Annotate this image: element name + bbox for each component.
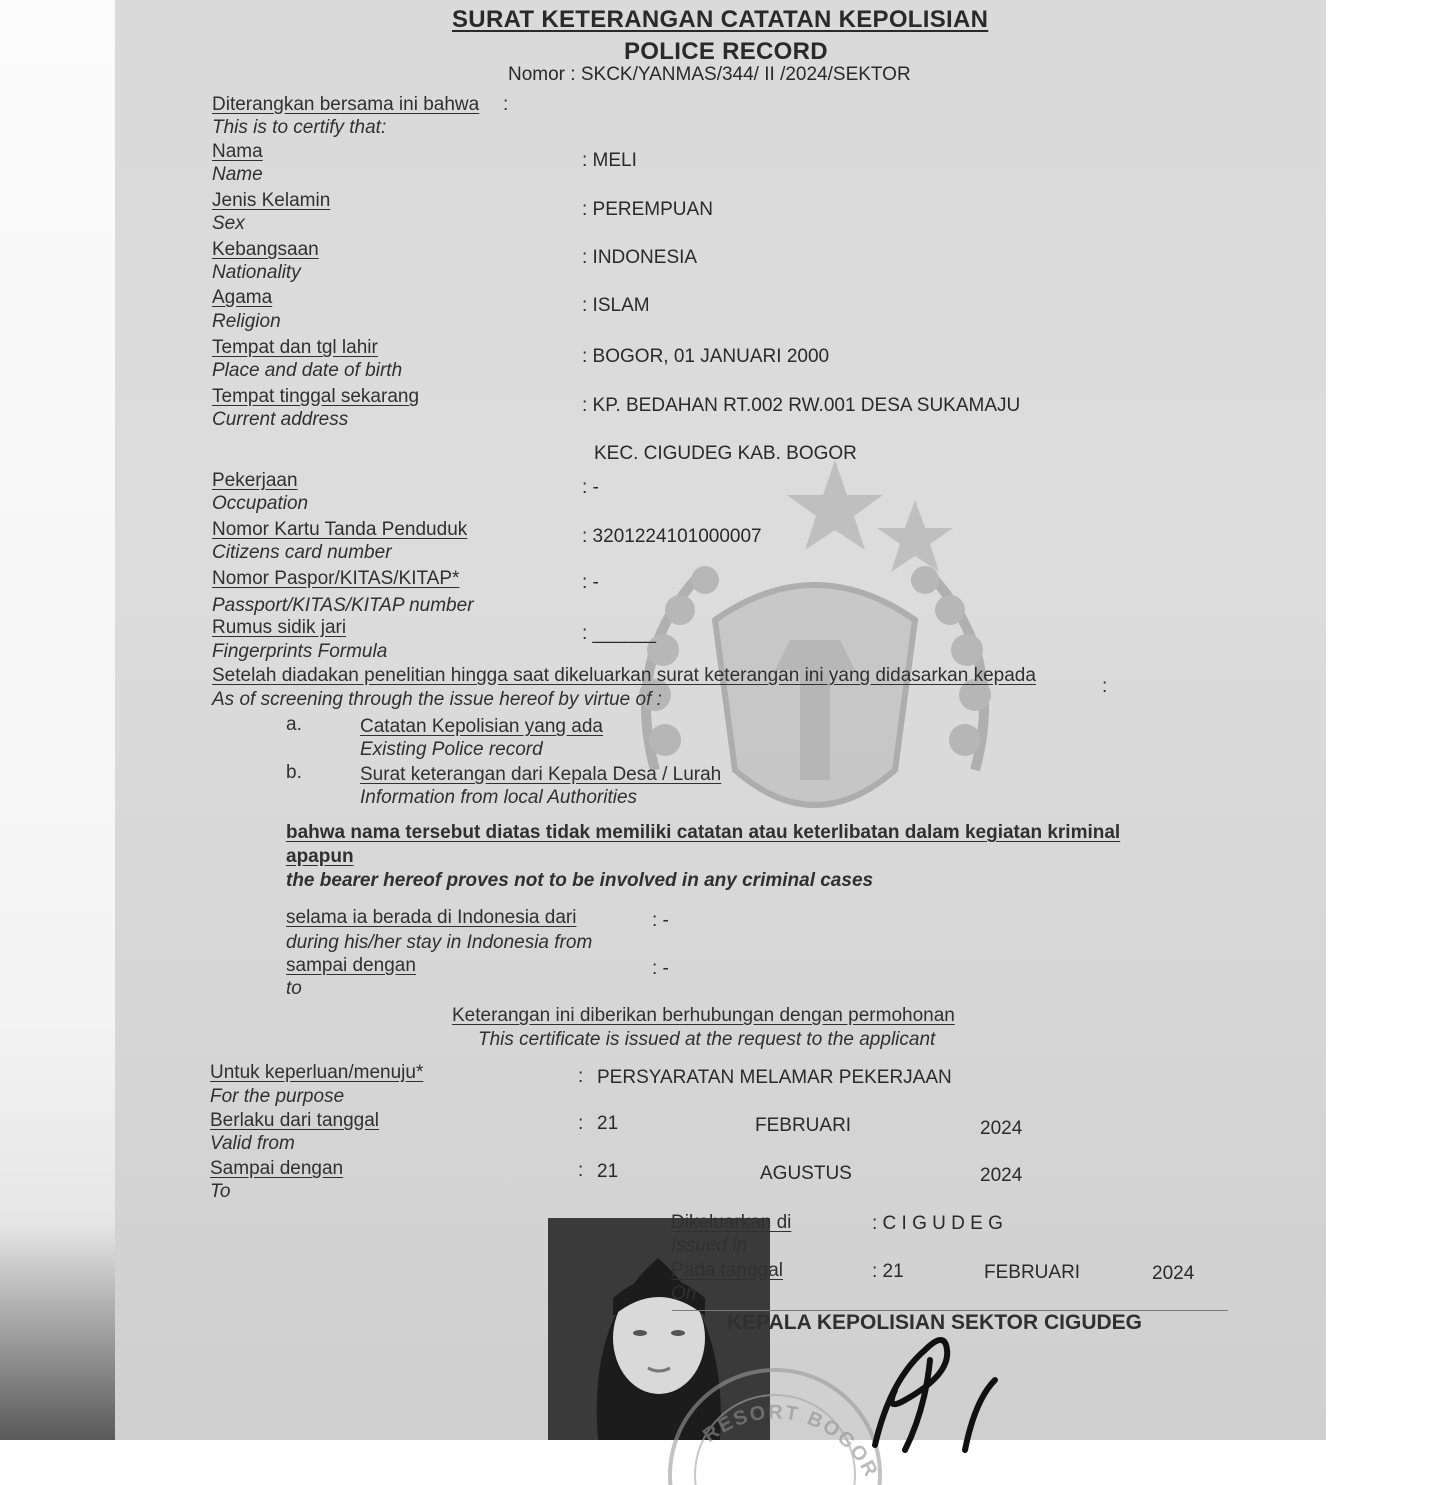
stamp-text: RESORT BOGOR [699, 1401, 883, 1482]
field-citizen-card-value: : 3201224101000007 [582, 526, 762, 547]
document-subtitle: POLICE RECORD [624, 38, 828, 65]
field-nationality-value: : INDONESIA [582, 247, 698, 268]
intro-en: This is to certify that: [212, 117, 387, 138]
field-name-value: : MELI [582, 150, 637, 171]
issued-on-day: : 21 [872, 1261, 904, 1282]
intro-colon: : [503, 94, 509, 115]
purpose-value: PERSYARATAN MELAMAR PEKERJAAN [597, 1067, 952, 1088]
field-nationality-label-en: Nationality [212, 262, 301, 283]
statement-line2: apapun [286, 846, 354, 867]
valid-to-label-en: To [210, 1181, 231, 1202]
field-address-label-en: Current address [212, 409, 349, 430]
field-passport-value: : - [582, 572, 599, 593]
valid-from-colon: : [578, 1113, 584, 1134]
valid-to-day: 21 [597, 1161, 619, 1182]
screening-id: Setelah diadakan penelitian hingga saat dikeluarkan surat keterangan ini yang didasarkan kepada [212, 665, 1036, 686]
screening-item-b-en: Information from local Authorities [360, 787, 638, 808]
issued-in-value: : C I G U D E G [872, 1213, 1003, 1234]
field-occupation-label: Pekerjaan [212, 470, 298, 491]
screening-item-a-letter: a. [286, 714, 302, 735]
field-sex-value: : PEREMPUAN [582, 199, 713, 220]
statement-en: the bearer hereof proves not to be involved in any criminal cases [286, 870, 874, 891]
stay-to-value: : - [652, 958, 669, 979]
field-passport-label: Nomor Paspor/KITAS/KITAP* [212, 568, 460, 589]
request-id: Keterangan ini diberikan berhubungan dengan permohonan [452, 1005, 955, 1026]
stay-to-en: to [286, 978, 302, 999]
valid-from-label-en: Valid from [210, 1133, 295, 1154]
police-record-document [115, 0, 1326, 1482]
purpose-colon: : [578, 1066, 584, 1087]
issued-on-year: 2024 [1152, 1263, 1195, 1284]
background-left [0, 0, 115, 1440]
screening-colon: : [1102, 676, 1108, 697]
field-fingerprint-label-en: Fingerprints Formula [212, 641, 388, 662]
document-title: SURAT KETERANGAN CATATAN KEPOLISIAN [452, 6, 989, 33]
field-birth-label-en: Place and date of birth [212, 360, 403, 381]
valid-to-colon: : [578, 1160, 584, 1181]
signatory-title: KEPALA KEPOLISIAN SEKTOR CIGUDEG [727, 1311, 1142, 1334]
issued-in-label: Dikeluarkan di [671, 1212, 792, 1233]
field-religion-label: Agama [212, 287, 273, 308]
field-name-label-en: Name [212, 164, 263, 185]
field-citizen-card-label: Nomor Kartu Tanda Penduduk [212, 519, 468, 540]
valid-from-month: FEBRUARI [755, 1115, 852, 1136]
stay-from-en: during his/her stay in Indonesia from [286, 932, 593, 953]
stay-from-id: selama ia berada di Indonesia dari [286, 907, 577, 928]
screening-item-a-en: Existing Police record [360, 739, 543, 760]
document-number: Nomor : SKCK/YANMAS/344/ II /2024/SEKTOR [508, 64, 911, 85]
stay-to-id: sampai dengan [286, 955, 416, 976]
screening-item-b-letter: b. [286, 762, 302, 783]
screening-en: As of screening through the issue hereof by virtue of : [212, 689, 662, 710]
valid-to-label: Sampai dengan [210, 1158, 344, 1179]
request-en: This certificate is issued at the request to the applicant [478, 1029, 936, 1050]
issued-on-label-en: On [671, 1283, 697, 1304]
issued-in-label-en: Issued in [671, 1235, 748, 1256]
background-right [1326, 0, 1440, 1440]
screening-item-b-id: Surat keterangan dari Kepala Desa / Lurah [360, 764, 722, 785]
valid-to-year: 2024 [980, 1165, 1023, 1186]
screening-item-a-id: Catatan Kepolisian yang ada [360, 716, 603, 737]
field-fingerprint-label: Rumus sidik jari [212, 617, 347, 638]
signature [835, 1320, 1035, 1450]
field-religion-value: : ISLAM [582, 295, 650, 316]
valid-from-day: 21 [597, 1113, 619, 1134]
field-birth-label: Tempat dan tgl lahir [212, 337, 378, 358]
issued-on-label: Pada tanggal [671, 1260, 783, 1281]
field-citizen-card-label-en: Citizens card number [212, 542, 392, 563]
field-address-value: : KP. BEDAHAN RT.002 RW.001 DESA SUKAMAJU [582, 395, 1021, 416]
field-address-label: Tempat tinggal sekarang [212, 386, 420, 407]
field-address-value-line2: KEC. CIGUDEG KAB. BOGOR [594, 443, 857, 464]
field-name-label: Nama [212, 141, 263, 162]
valid-to-month: AGUSTUS [760, 1163, 852, 1184]
field-occupation-value: : - [582, 477, 599, 498]
field-occupation-label-en: Occupation [212, 493, 309, 514]
field-sex-label-en: Sex [212, 213, 245, 234]
valid-from-label: Berlaku dari tanggal [210, 1110, 379, 1131]
field-nationality-label: Kebangsaan [212, 239, 319, 260]
statement-line1: bahwa nama tersebut diatas tidak memiliki catatan atau keterlibatan dalam kegiatan kriminal [286, 822, 1121, 843]
field-religion-label-en: Religion [212, 311, 281, 332]
intro-id: Diterangkan bersama ini bahwa [212, 94, 480, 115]
field-passport-label-en: Passport/KITAS/KITAP number [212, 595, 474, 616]
purpose-label: Untuk keperluan/menuju* [210, 1062, 424, 1083]
issued-on-month: FEBRUARI [984, 1262, 1081, 1283]
purpose-label-en: For the purpose [210, 1086, 345, 1107]
field-birth-value: : BOGOR, 01 JANUARI 2000 [582, 346, 830, 367]
field-fingerprint-value: : ______ [582, 623, 656, 644]
field-sex-label: Jenis Kelamin [212, 190, 331, 211]
stay-from-value: : - [652, 910, 669, 931]
valid-from-year: 2024 [980, 1118, 1023, 1139]
